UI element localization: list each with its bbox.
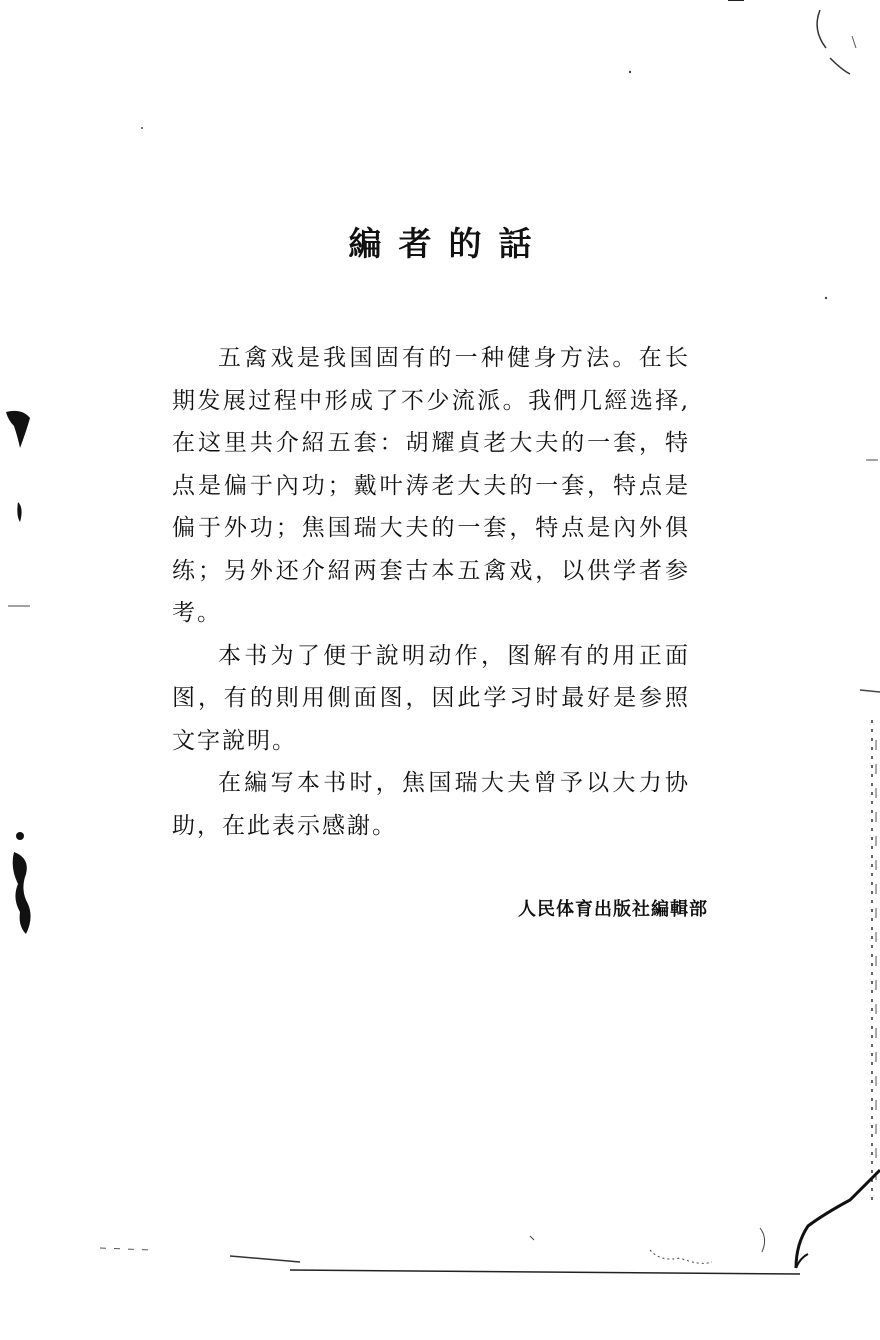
paragraph-2: 本书为了便于說明动作，图解有的用正面图，有的則用側面图，因此学习时最好是参照文字說明。 — [172, 642, 690, 754]
publisher-signature: 人民体育出版社編輯部 — [518, 899, 708, 920]
page-title: 編者的話 — [348, 224, 549, 263]
preface-text — [172, 337, 690, 847]
paragraph-1: 五禽戏是我国固有的一种健身方法。在长期发展过程中形成了不少流派。我們几經选择,在这里共介紹五套：胡耀貞老大夫的一套，特点是偏于內功；戴叶涛老大夫的一套，特点是偏于外功；焦国瑞大夫的一套，特点是內外俱练；另外还介紹两套古本五禽戏，以供学者参考。 — [172, 345, 690, 626]
paragraph-3: 在編写本书时，焦国瑞大夫曾予以大力协助，在此表示感謝。 — [172, 770, 690, 839]
